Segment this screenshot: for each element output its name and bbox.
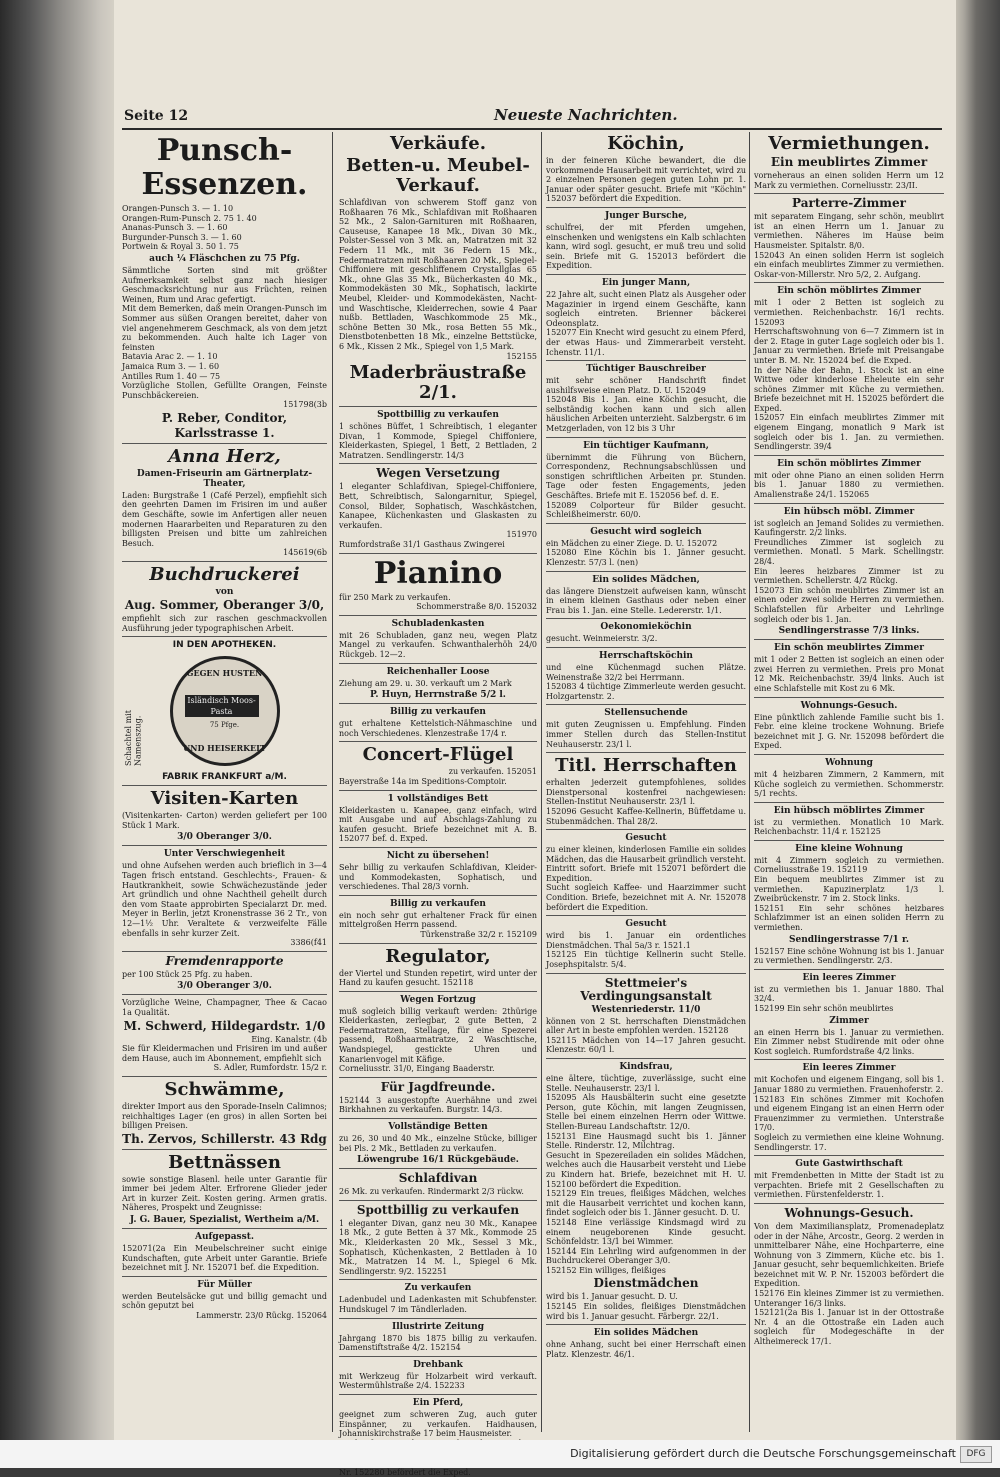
ad-text: Eine pünktlich zahlende Familie sucht bis 1. Febr. eine kleine trockene Wohnung. Briefe bezeichnet mit J. G. Nr. 152098 befördert die Exped. [754,712,944,751]
ad-text: 152057 Ein einfach meublirtes Zimmer mit eigenem Eingang, monatlich 9 Mark ist sogleich oder bis 1. Jan. zu vermiethen. Sendlingerstr. 39/4 [754,413,944,452]
ad-heading: Ein schön möblirtes Zimmer [777,458,921,469]
ad-text: 3/0 Oberanger 3/0. [177,832,272,843]
credit-text: Digitalisierung gefördert durch die Deutsche Forschungsgemeinschaft [570,1447,956,1460]
ad-heading: Wegen Versetzung [376,466,500,481]
ad-text: FABRIK FRANKFURT a/M. [162,772,287,783]
ad-text: Türkenstraße 32/2 r. 152109 [420,929,537,939]
price-line: Antilles Rum 1. 40 — 75 [122,371,221,381]
price-line: Ananas-Punsch 3. — 1. 60 [122,223,228,233]
ad-text: mit sehr schöner Handschrift findet aushilfsweise einen Platz. D. U. 152049 [546,376,746,395]
ad-heading: Wegen Fortzug [400,994,476,1005]
dfg-logo[interactable]: DFG [960,1446,992,1463]
ad-text: Bayerstraße 14a im Speditions-Comptoir. [339,776,507,786]
ad-heading: Ein schön möblirtes Zimmer [777,286,921,297]
ad-text: 1 eleganter Divan, ganz neu 30 Mk., Kanapee 18 Mk., 2 gute Betten à 37 Mk., Kommode 25 Mk., Kleiderkasten 20 Mk., Sessel 3 Mk., Sophatisch, Küchenkasten, 2 Bettladen à 10 Mk., Matratzen 14 M. l., Spiegel 6 Mk. Sendlingerstr. 9/2. 152251 [339,1218,537,1276]
ad-heading: Ein Pferd, [412,1397,464,1408]
ad-heading: Vollständige Betten [388,1122,488,1133]
digitization-footer [0,1440,1000,1468]
ad-text: schulfrei, der mit Pferden umgehen, einschenken und wenigstens ein Kalb schlachten kann, wird sogl. gesucht, er muß treu und solid sein. Briefe mit G. 152013 befördert die Expedition. [546,222,746,271]
price-line: Orangen-Punsch 3. — 1. 10 [122,204,234,213]
ad-text: 152048 Bis 1. Jan. eine Köchin gesucht, die selbständig kochen kann und sich allen häuslichen Arbeiten unterzieht. Salzbergstr. 6 im Metzgerladen, von 12 bis 3 Uhr [546,395,747,434]
ad-text: von [215,587,234,598]
ad-text: auch ¼ Fläschchen zu 75 Pfg. [149,253,300,264]
ad-text: 152089 Colporteur für Bilder gesucht. Schleißheimerstr. 60/0. [546,500,746,520]
ad-text: gesucht. Weinmeierstr. 3/2. [546,634,658,644]
ad-text: 152077 Ein Knecht wird gesucht zu einem Pferd, der etwas Haus- und Zimmerarbeit versteht. Ichenstr. 11/1. [546,328,746,357]
ad-heading: Ein leeres Zimmer [802,1063,896,1074]
ad-number: 151970 [506,530,537,540]
ad-text: zu verkaufen. 152051 [448,767,537,777]
ad-text: Vorzügliche Weine, Champagner, Thee & Cacao 1a Qualität. [122,998,327,1017]
ad-heading: Th. Zervos, Schillerstr. 43 Rdg [122,1131,327,1146]
ad-text: Schlafdivan von schwerem Stoff ganz von Roßhaaren 76 Mk., Schlafdivan mit Roßhaaren 52 Mk., 2 Salon-Garnituren mit Roßhaaren, Causeuse, Kanapee 18 Mk., Divan 30 Mk., Polster-Sessel von 3 Mk. an, Matratzen mit 32 Federn 11 Mk., mit 36 Federn 15 Mk., Federmatratzen mit Roßhaaren 20 Mk., Spiegel-Chiffoniere mit geschliffenem Crystallglas 65 Mk., ohne Glas 35 Mk., Bücherkasten 40 Mk., Kommodekästen 30 Mk., Sophatisch, lackirte Meubel, Kleider- und Kommodekästen, Nacht- und Waschtische, Kleiderrechen, sowie 4 Paar nußb. Bettladen, Waschkommode 25 Mk., schöne Betten 30 Mk., rosa Betten 55 Mk., Dienstbotenbetten 18 Mk., einzelne Bettstücke, 6 Mk., Kissen 2 Mk., Spiegel von 1,5 Mark. [339,198,537,351]
ad-text: mit Fremdenbetten in Mitte der Stadt ist zu verpachten. Briefe mit 2 Gesellschaften zu vermiethen. Fürstenfelderstr. 1. [754,1171,944,1200]
section-heading: Verkäufe. [390,133,486,154]
ad-heading: Dienstmädchen [593,1276,699,1291]
ad-text: Rumfordstraße 31/1 Gasthaus Zwingerei [339,540,505,550]
column-3 [546,132,746,1432]
ad-text: ein Mädchen zu einer Ziege. D. U. 152072 [546,538,718,548]
ad-heading: Billig zu verkaufen [390,707,486,718]
ad-heading: Westenriederstr. 11/0 [591,1004,701,1015]
ad-heading: Buchdruckerei [149,564,300,586]
ad-heading: Oekonomieköchin [600,622,692,633]
ad-heading: Parterre-Zimmer [792,196,906,211]
ad-heading: Köchin, [607,133,685,154]
ad-heading: Anna Herz, [168,445,281,467]
ad-text: Corneliusstr. 31/0, Eingang Baaderstr. [339,1064,495,1074]
ad-heading: Aufgepasst. [195,1232,254,1243]
ad-subheading: Damen-Friseurin am Gärtnerplatz-Theater, [136,468,313,489]
header-rule [122,128,942,130]
ad-text: 152073 Ein schön meublirtes Zimmer ist an einen oder zwei solide Herren zu vermiethen. Schlafstellen für Arbeiter und Lehrlinge sogleich oder bis 1. Jan. [754,585,944,624]
ad-heading: Ein junger Mann, [601,277,691,288]
ad-heading: Herrschaftsköchin [599,650,693,661]
price-line: Jamaica Rum 3. — 1. 60 [122,361,220,371]
ad-text: 1 schönes Büffet, 1 Schreibtisch, 1 eleganter Divan, 1 Kommode, Spiegel Chiffoniere, Kleiderkasten, Spiegel, 1 Bett, 2 Bettladen, 2 Matratzen. Sendlingerstr. 14/3 [339,422,537,460]
ad-heading: P. Reber, Conditor, [161,410,288,425]
price-line: Portwein & Royal 3. 50 1. 75 [122,242,239,252]
ad-heading: Ein hübsch möblirtes Zimmer [773,805,925,816]
ad-text: mit 4 Zimmern sogleich zu vermiethen. Corneliusstraße 19. 152119 [754,855,944,875]
column-divider [749,132,750,1432]
ad-heading: Spottbillig zu verkaufen [377,410,499,421]
ad-text: wird bis 1. Januar ein ordentliches Dienstmädchen. Thal 5a/3 r. 1521.1 [546,931,746,950]
ad-text: 152125 Ein tüchtige Kellnerin sucht Stelle. Josephspitalstr. 5/4. [546,950,746,970]
ad-text: Vorzügliche Stollen, Gefüllte Orangen, Feinste Punschbäckereien. [122,381,327,400]
ad-text: eine ältere, tüchtige, zuverlässige, sucht eine Stelle. Neuhauserstr. 23/1 l. [546,1074,746,1093]
ad-heading: Wohnungs-Gesuch. [800,700,898,711]
ad-text: ist zu vermiethen bis 1. Januar 1880. Thal 32/4. [754,984,944,1004]
ad-text: 152144 Ein Lehrling wird aufgenommen in der Buchdruckerei Oberanger 3/0. [546,1246,746,1266]
ad-text: 152152 Ein williges, fleißiges [546,1265,666,1275]
page-header [114,106,956,126]
ad-heading: 1 vollständiges Bett [387,793,489,804]
ad-text: Lammerstr. 23/0 Rückg. 152064 [196,1311,327,1321]
ad-text: der Viertel und Stunden repetirt, wird unter der Hand zu kaufen gesucht. 152118 [339,968,537,988]
ad-heading: M. Schwerd, Hildegardstr. 1/0 [123,1018,326,1033]
ad-text: (Visitenkarten- Carton) werden geliefert per 100 Stück 1 Mark. [122,811,327,830]
ad-heading: Gesucht wird sogleich [590,526,702,537]
ad-heading: Schwämme, [164,1078,285,1100]
ad-heading: Sendlingerstrasse 7/1 r. [789,934,909,945]
ad-heading: Wohnung [825,757,873,768]
ad-text: ein noch sehr gut erhaltener Frack für einen mittelgroßen Herrn passend. [339,910,537,930]
ad-heading: Kindsfrau, [619,1062,673,1072]
column-2 [339,132,537,1477]
column-4 [754,132,944,1432]
ad-heading: Zu verkaufen [404,1283,472,1294]
ad-heading: Maderbräustraße 2/1. [349,362,527,404]
ad-text: Ein leeres heizbares Zimmer ist zu vermiethen. Schellerstr. 4/2 Rückg. [754,566,944,586]
ad-text: J. G. Bauer, Spezialist, Wertheim a/M. [129,1215,320,1226]
ad-heading: Wohnungs-Gesuch. [784,1205,914,1220]
ad-heading: Gesucht [625,919,667,930]
ad-text: direkter Import aus den Sporade-Inseln Calimnos; reichhaltiges Lager (en gros) in allen Sorten bei billigen Preisen. [122,1101,327,1131]
ad-text: 152199 Ein sehr schön meublirtes [754,1004,894,1013]
ad-text: 152043 An einen soliden Herrn ist sogleich ein einfach meublirtes Zimmer zu vermiethen. Oskar-von-Millerstr. Nro 5/2, 2. Aufgang. [754,250,944,279]
ad-number: 145619(6b [283,548,327,558]
ad-heading: Ein schön meublirtes Zimmer [774,643,924,654]
ad-text: 152129 Ein treues, fleißiges Mädchen, welches mit die Hausarbeit verrichtet und kochen kann, findet sogleich oder bis 1. Jänner gesucht. D. U. [546,1189,746,1218]
ad-text: 152121(2a Bis 1. Januar ist in der Ottostraße Nr. 4 an die Ottostraße ein Laden auch sogleich für Modegeschäfte in der Altheimereck 17/1. [754,1308,944,1347]
ad-text: mit 1 oder 2 Betten ist sogleich zu vermiethen. Reichenbachstr. 16/1 rechts. 152093 [754,298,944,327]
ad-text: Herrschaftswohnung von 6—7 Zimmern ist in der 2. Etage in guter Lage sogleich oder bis 1. Januar zu vermiethen. Briefe mit Preisangabe unter B. M. Nr. 152024 bef. die Exped. [754,327,944,365]
ad-text: Schommerstraße 8/0. 152032 [416,602,537,612]
ad-heading: Pianino [373,555,503,591]
ad-text: Ein bequem meublirtes Zimmer ist zu vermiethen. Kapuzinerplatz 1/3 l. Zweibrückenstr. 7 im 2. Stock links. [754,875,944,904]
side-text: Schachtel mit Namenszug. [124,710,143,767]
ad-text: Nr. 152280 befördert die Exped. [339,1467,471,1477]
ad-text: empfiehlt sich zur raschen geschmackvollen Ausführung jeder typographischen Arbeit. [122,614,327,633]
ad-text: 3/0 Oberanger 3/0. [177,981,272,992]
ad-heading: Ein solides Mädchen [593,1328,699,1339]
ad-text: mit 26 Schubladen, ganz neu, wegen Platz Mangel zu verkaufen. Schwanthalerhöh 24/0 Rückgeb. 12—2. [339,630,537,659]
ad-heading: Illustrirte Zeitung [392,1321,484,1332]
ad-text: mit oder ohne Piano an einen soliden Herrn bis 1. Januar 1880 zu vermiethen. Amalienstraße 24/1. 152065 [754,470,944,500]
ad-text: mit Kochofen und eigenem Eingang, soll bis 1. Januar 1880 zu vermiethen. Frauenhoferstr. 2. [754,1075,944,1094]
ad-number: 3386(f41 [290,938,327,948]
ad-heading: Concert-Flügel [362,744,514,766]
ad-text: mit 1 oder 2 Betten ist sogleich an einen oder zwei Herren zu vermiethen. Preis pro Monat 12 Mk. Reichenbachstr. 39/4 links. Auch ist eine Schlafstelle mit Kost zu 6 Mk. [754,655,944,693]
ad-heading: Drehbank [413,1359,463,1370]
ad-text: In der Nähe der Bahn, 1. Stock ist an eine Wittwe oder kinderlose Eheleute ein sehr schönes Zimmer mit Küche zu vermiethen. Briefe bezeichnet mit H. 152025 befördert die Exped. [754,365,944,413]
ad-text: Mit dem Bemerken, daß mein Orangen-Punsch im Sommer aus süßen Orangen bereitet, daher von viel angenehmerem Geschmack, als von dem jetzt zu bekommenden. Auch halte ich Lager von feinsten [122,304,327,352]
ad-text: 152157 Eine schöne Wohnung ist bis 1. Januar zu vermiethen. Sendlingerstr. 2/3. [754,946,944,966]
ad-text: Laden: Burgstraße 1 (Café Perzel), empfiehlt sich den geehrten Damen im Frisiren im und außer dem Geschäfte, sowie im Anfertigen aller neuen modernen Haararbeiten und Reparaturen zu den billigsten Preisen und bitte um zahlreichen Besuch. [122,490,327,548]
column-divider [332,132,333,1432]
ad-text: zu 26, 30 und 40 Mk., einzelne Stücke, billiger bei Pls. 2 Mk., Bettladen zu verkaufen. [339,1134,537,1153]
ad-text: 152145 Ein solides, fleißiges Dienstmädchen wird bis 1. Januar gesucht. Färbergr. 22/1. [546,1302,746,1321]
medicine-seal-logo: GEGEN HUSTEN Isländisch Moos-Pasta 75 Pfge. UND HEISERKEIT [170,656,280,766]
ad-heading: Eine kleine Wohnung [795,843,903,854]
ad-text: Sämmtliche Sorten sind mit größter Aufmerksamkeit selbst ganz nach hiesiger Geschmacksrichtung nur aus Früchten, reinen Weinen, Rum und Arac gefertigt. [122,265,327,304]
ad-heading: Aug. Sommer, Oberanger 3/0, [124,598,325,613]
ad-text: Eing. Kanalstr. (4b [251,1034,327,1044]
ad-heading: Zimmer [829,1015,869,1026]
ad-heading: Löwengrube 16/1 Rückgebäude. [357,1155,519,1166]
ad-text: ist zu vermiethen. Monatlich 10 Mark. Reichenbachstr. 11/4 r. 152125 [754,817,944,837]
ad-text: Ladenbudel und Ladenkasten mit Schubfenster. Hundskugel 7 im Tändlerladen. [339,1295,537,1314]
ad-text: Gesucht in Spezereiladen ein solides Mädchen, welches auch die Hausarbeit versteht und Liebe zu Kindern hat. Briefe, bezeichnet mit H. U. 152100 befördert die Expedition. [546,1150,746,1189]
ad-text: S. Adler, Rumfordstr. 15/2 r. [213,1063,327,1073]
ad-heading: Stettmeier's Verdingungsanstalt [580,975,712,1003]
ad-heading: Ein meublirtes Zimmer [770,155,928,169]
ad-text: Jahrgang 1870 bis 1875 billig zu verkaufen. Damenstiftstraße 4/2. 152154 [339,1333,537,1353]
ad-text: gut erhaltene Kettelstich-Nähmaschine und noch Verschiedenes. Klenzestraße 17/4 r. [339,719,537,738]
ad-text: 152131 Eine Hausmagd sucht bis 1. Jänner Stelle. Rinderstr. 12, Milchtrag. [546,1131,746,1151]
ad-heading: Für Müller [197,1279,252,1290]
ad-heading: Fremdenrapporte [165,953,284,968]
ad-heading: P. Huyn, Herrnstraße 5/2 l. [370,690,506,701]
ad-text: mit separatem Eingang, sehr schön, meublirt ist an einen Herrn um 1. Januar zu vermiethen. Näheres im Hause beim Hausmeister. Spitalstr. 8/0. [754,212,944,250]
ad-text: für 250 Mark zu verkaufen. [339,592,451,602]
ad-text: das längere Dienstzeit aufweisen kann, wünscht in einem kleinen Gasthaus oder neben einer Frau bis 1. Jan. eine Stelle. Ledererstr. 1/1. [546,586,746,615]
ad-text: an einen Herrn bis 1. Januar zu vermiethen. Ein Zimmer nebst Studirende mit oder ohne Kost sogleich. Rumfordstraße 4/2 links. [754,1027,944,1056]
ad-text: 152096 Gesucht Kaffee-Kellnerin, Büffetdame u. Stubenmädchen. Thal 28/2. [546,806,746,826]
ad-text: und eine Küchenmagd suchen Plätze. Weinenstraße 32/2 bei Herrmann. [546,662,746,682]
ad-heading: Punsch-Essenzen. [141,133,308,202]
ad-number: 152155 [506,351,537,361]
column-divider [541,132,542,1432]
ad-heading: Stellensuchende [604,708,688,719]
ad-text: 22 Jahre alt, sucht einen Platz als Ausgeher oder Magazinier in irgend einem Geschäfte, kann sogleich eintreten. Brienner bäckerei Odeonsplatz. [546,289,746,328]
ad-heading: Titl. Herrschaften [555,755,737,777]
ad-text: 152080 Eine Köchin bis 1. Jänner gesucht. Klenzestr. 57/3 l. (nen) [546,548,746,567]
ad-text: per 100 Stück 25 Pfg. zu haben. [122,969,253,979]
ad-text: 152151 Ein sehr schönes heizbares Schlafzimmer ist an einen soliden Herrn zu vermiethen. [754,903,944,933]
ad-text: 26 Mk. zu verkaufen. Rindermarkt 2/3 rückw. [339,1187,524,1197]
ad-heading: Ein hübsch möbl. Zimmer [783,506,915,517]
ad-text: muß sogleich billig verkauft werden: 2thürige Kleiderkasten, zerlegbar, 2 gute Betten, 2 Federmatratzen, Stellage, für eine Spezerei passend, Roßhaarmatratze, 2 Waschtische, Wandspiegel, gestickte Uhren und Kanarienvogel mit Käfige. [339,1006,537,1064]
ad-text: Ziehung am 29. u. 30. verkauft um 2 Mark [339,678,512,688]
ad-heading: Billig zu verkaufen [390,898,486,909]
section-heading: Vermiethungen. [768,133,930,154]
ad-text: Von dem Maximiliansplatz, Promenadeplatz oder in der Nähe, Arcostr., Georg. 2 werden in unmittelbarer Nähe, eine Hochparterre, eine Wohnung von 3 Zimmern, Küche etc. bis 1. Januar gesucht, sehr bequemlichkeiten. Briefe bezeichnet mit W. P. Nr. 152003 befördert die Expedition. [754,1221,944,1289]
price-line: Burgunder-Punsch 3. — 1. 60 [122,232,242,242]
ad-heading: Betten-u. Meubel-Verkauf. [346,155,530,196]
ad-text: ohne Anhang, sucht bei einer Herrschaft einen Platz. Klenzestr. 46/1. [546,1340,746,1359]
ad-text: 152144 3 ausgestopfte Auerhähne und zwei Birkhahnen zu verkaufen. Burgstr. 14/3. [339,1095,537,1115]
ad-text: sowie sonstige Blasenl. heile unter Garantie für immer bei jedem Alter. Erfrorene Glieder jeder Art in kurzer Zeit. Kosten gering. Armen gratis. Näheres, Prospekt und Zeugnisse: [122,1174,327,1213]
ad-text: mit Werkzeug für Holzarbeit wird verkauft. Westermühlstraße 2/4. 152233 [339,1371,537,1391]
ad-text: und ohne Aufsehen werden auch brieflich in 3—4 Tagen frisch entstand. Geschlechts-, Frauen- & Hautkrankheit, sowie Schwächezustände jeder Art gründlich und ohne Nachtheil geheilt durch den vom Staate approbirten Specialarzt Dr. med. Meyer in Berlin, jetzt Kronenstrasse 36 2 Tr., von 12—1½ Uhr. Veraltete & verzweifelte Fälle ebenfalls in sehr kurzer Zeit. [122,861,327,938]
newspaper-title: Neueste Nachrichten. [494,106,678,124]
ad-text: erhalten jederzeit gutempfohlenes, solides Dienstpersonal kostenfrei nachgewiesen: Stellen-Institut Neuhauserstr. 23/1 l. [546,778,746,807]
ad-heading: Visiten-Karten [150,788,299,810]
ad-heading: Spottbillig zu verkaufen [356,1202,520,1217]
ad-heading: Ein leeres Zimmer [802,972,896,983]
ad-heading: Junger Bursche, [604,210,688,221]
ad-heading: Schubladenkasten [391,618,485,629]
ad-heading: Ein tüchtiger Kaufmann, [583,440,709,451]
ad-text: werden Beutelsäcke gut und billig gemacht und schön geputzt bei [122,1291,327,1311]
ad-heading: Ein solides Mädchen, [592,574,700,585]
book-edge-right [952,0,1000,1468]
ad-text: mit 4 heizbaren Zimmern, 2 Kammern, mit Küche sogleich zu vermiethen. Schommerstr. 5/1 rechts. [754,769,944,799]
ad-heading: Für Jagdfreunde. [380,1079,496,1094]
ad-heading: Nicht zu übersehen! [386,850,490,861]
ad-heading: Sendlingerstrasse 7/3 links. [778,626,920,637]
ad-heading: Bettnässen [168,1151,281,1173]
ad-text: 152083 4 tüchtige Zimmerleute werden gesucht. Holzgartenstr. 2. [546,682,746,701]
ad-text: vorneheraus an einen soliden Herrn um 12 Mark zu vermiethen. Corneliusstr. 23/II. [754,171,944,190]
ad-text: 152115 Mädchen von 14—17 Jahren gesucht. Klenzestr. 60/1 l. [546,1035,746,1055]
ad-text: zu einer kleinen, kinderlosen Familie ein solides Mädchen, das die Hausarbeit gründlich versteht. Eintritt sofort. Briefe mit 152071 befördert die Expedition. [546,845,746,883]
ad-text: 152148 Eine verlässige Kindsmagd wird zu einem neugeborenen Kinde gesucht. Schönfeldstr. 13/1 bei Wimmer. [546,1217,746,1247]
ad-text: Sogleich zu vermiethen eine kleine Wohnung. Sendlingerstr. 17. [754,1132,944,1152]
ad-text: wird bis 1. Januar gesucht. D. U. [546,1292,678,1302]
ad-text: 152071(2a Ein Meubelschreiner sucht einige Kundschaften, gute Arbeit unter Garantie. Briefe bezeichnet mit J. Nr. 152071 bef. die Expedition. [122,1244,327,1273]
ad-number: 151798(3b [283,400,327,410]
ad-text: geeignet zum schweren Zug, auch guter Einspänner, zu verkaufen. Haidhausen, Johanniskirchstraße 17 beim Hausmeister. [339,1409,537,1439]
ad-text: 152183 Ein schönes Zimmer mit Kochofen und eigenem Eingang ist an einen Herrn oder Frauenzimmer zu vermiethen. Unterstraße 17/0. [754,1094,944,1133]
ad-text: Sucht sogleich Kaffee- und Haarzimmer sucht Condition. Briefe, bezeichnet mit A. Nr. 152078 befördert die Expedition. [546,883,746,912]
ad-text: Sie für Kleidermachen und Frisiren im und außer dem Hause, auch im Abonnement, empfiehlt sich [122,1044,327,1063]
ad-text: Kleiderkasten u. Kanapee, ganz einfach, wird mit Ausgabe und auf Abschlags-Zahlung zu kaufen gesucht. Briefe bezeichnet mit A. B. 152077 bef. d. Exped. [339,805,537,844]
ad-heading: Tüchtiger Bauschreiber [586,364,706,375]
ad-text: 152095 Als Hausbälterin sucht eine gesetzte Person, gute Köchin, mit langen Zeugnissen, Stelle bei einem einzelnen Herrn oder Wittwe. Stellen-Bureau Landschaftstr. 12/0. [546,1093,746,1131]
ad-text: übernimmt die Führung von Büchern, Correspondenz, Rechnungsabschlüssen und sonstigen schriftlichen Arbeiten pr. Stunden. Tage oder festen Engagements, jeden Geschäftes. Briefe mit E. 152056 bef. d. E. [546,452,746,501]
ad-text: Sehr billig zu verkaufen Schlafdivan, Kleider- und Kommodekasten, Sophatisch, und verschiedenes. Thal 28/3 vornh. [339,862,537,892]
ad-text: mit guten Zeugnissen u. Empfehlung. Finden immer Stellen durch das Stellen-Institut Neuhauserstr. 23/1 l. [546,720,746,749]
ad-text: Freundliches Zimmer ist sogleich zu vermiethen. Monatl. 5 Mark. Schellingstr. 28/4. [754,537,944,566]
ad-text: ist sogleich an Jemand Solides zu vermiethen. Kaufingerstr. 2/2 links. [754,518,944,538]
ad-text: 1 eleganter Schlafdivan, Spiegel-Chiffoniere, Bett, Schreibtisch, Salongarnitur, Spiegel, Consol, Bilder, Sophatisch, Waschkästchen, Kanapee, Küchenkasten und Glaskasten zu verkaufen. [339,482,537,530]
ad-heading: Schlafdivan [398,1171,478,1186]
price-line: Orangen-Rum-Punsch 2. 75 1. 40 [122,213,257,223]
ad-heading: Karlsstrasse 1. [174,425,275,440]
price-line: Batavia Arac 2. — 1. 10 [122,352,218,362]
ad-heading: Reichenhaller Loose [386,666,490,677]
book-edge-left [0,0,118,1468]
ad-text: in der feineren Küche bewandert, die die vorkommende Hausarbeit mit verrichtet, wird zu 2 einzelnen Personen gegen guten Lohn pr. 1. Januar oder später gesucht. Briefe mit "Köchin" 152037 befördert die Expedition. [546,156,746,204]
ad-text: können von 2 St. herrschaften Dienstmädchen aller Art in beste empfohlen werden. 152128 [546,1016,746,1036]
ad-heading: Gute Gastwirthschaft [795,1159,903,1170]
ad-heading: Regulator, [385,945,491,967]
ad-heading: Unter Verschwiegenheit [163,849,286,860]
ad-heading: IN DEN APOTHEKEN. [172,640,277,651]
column-1 [122,132,327,1432]
ad-text: 152176 Ein kleines Zimmer ist zu vermiethen. Unteranger 16/3 links. [754,1289,944,1308]
page-number: Seite 12 [124,108,189,124]
ad-heading: Gesucht [625,833,667,844]
